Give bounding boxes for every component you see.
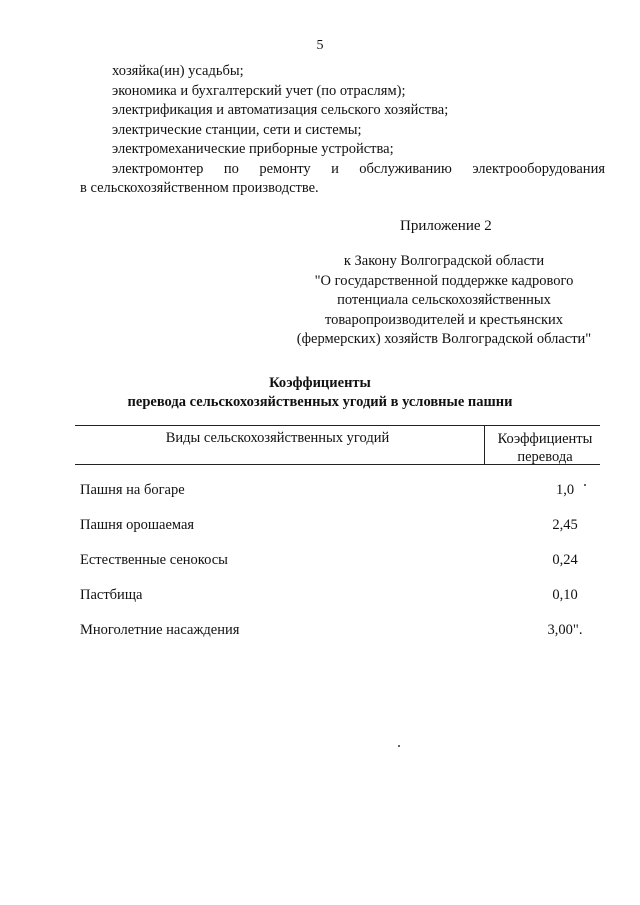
page-number: 5 — [316, 38, 324, 53]
title-line: Коэффициенты — [269, 375, 371, 391]
list-item: электромонтер по ремонту и обслуживанию электрооборудования — [112, 160, 605, 177]
land-type: Пастбища — [80, 587, 143, 603]
land-type: Естественные сенокосы — [80, 552, 228, 568]
list-item-continuation: в сельскохозяйственном производстве. — [80, 180, 319, 196]
list-item: электромеханические приборные устройства; — [112, 141, 394, 157]
law-reference-line: к Закону Волгоградской области — [343, 253, 545, 269]
title-line: перевода сельскохозяйственных угодий в условные пашни — [127, 394, 513, 410]
law-reference-line: "О государственной поддержке кадрового — [314, 272, 574, 289]
law-reference — [280, 252, 608, 350]
coefficient: 0,24 — [552, 552, 578, 568]
header-line: перевода — [517, 449, 573, 465]
list-item: экономика и бухгалтерский учет (по отраслям); — [112, 82, 406, 99]
scan-speck — [584, 484, 586, 486]
table-top-rule — [75, 425, 600, 426]
table-column-divider — [484, 426, 485, 464]
table-row — [80, 587, 600, 607]
coefficient: 2,45 — [552, 517, 578, 533]
land-type: Пашня на богаре — [80, 482, 185, 498]
coefficient: 0,10 — [552, 587, 578, 603]
coefficient: 1,0 — [555, 482, 575, 498]
land-type: Многолетние насаждения — [80, 622, 240, 638]
specialties-list — [80, 62, 605, 199]
table-row — [80, 622, 600, 642]
header-line: Коэффициенты — [497, 431, 593, 447]
table-header-rule — [75, 464, 600, 465]
table-row — [80, 552, 600, 572]
law-reference-line: потенциала сельскохозяйственных — [337, 292, 551, 308]
law-reference-line: товаропроизводителей и крестьянских — [324, 311, 564, 328]
scan-speck — [398, 745, 400, 747]
law-reference-line: (фермерских) хозяйств Волгоградской области" — [296, 331, 592, 347]
table-header-type: Виды сельскохозяйственных угодий — [165, 430, 390, 446]
document-title — [0, 374, 640, 412]
table-row — [80, 482, 600, 502]
list-item: электрические станции, сети и системы; — [112, 121, 362, 138]
table-header-coefficient — [486, 430, 604, 466]
appendix-label: Приложение 2 — [400, 218, 492, 234]
coefficient: 3,00". — [547, 622, 583, 638]
list-item: хозяйка(ин) усадьбы; — [112, 63, 244, 79]
table-row — [80, 517, 600, 537]
land-type: Пашня орошаемая — [80, 517, 195, 533]
list-item: электрификация и автоматизация сельского хозяйства; — [112, 102, 449, 118]
